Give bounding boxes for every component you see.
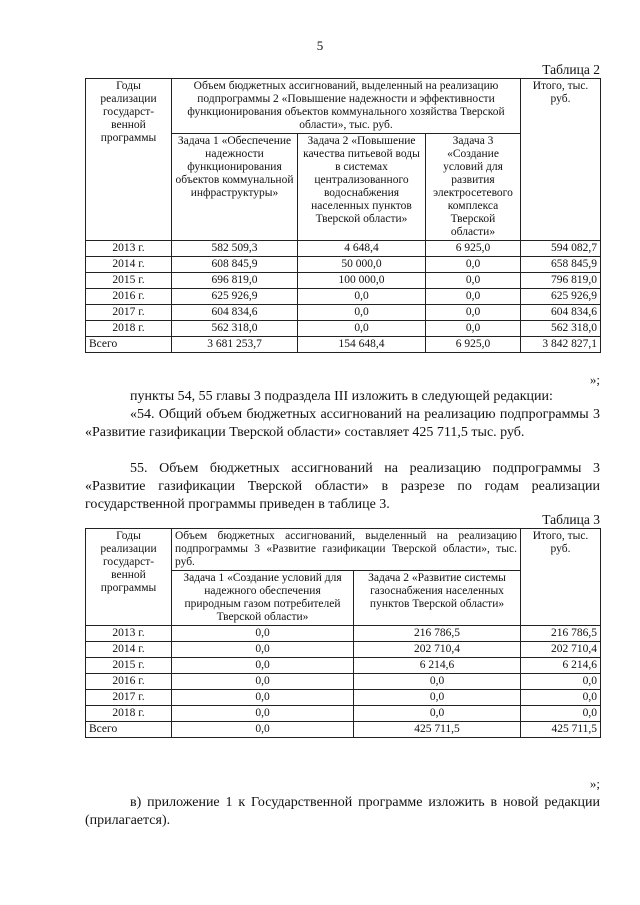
table3-task2-value: 0,0	[354, 690, 521, 706]
table3-task1-value: 0,0	[172, 642, 354, 658]
table2-year: 2017 г.	[86, 305, 172, 321]
table3-task1-value: 0,0	[172, 626, 354, 642]
table2-year: 2015 г.	[86, 273, 172, 289]
table-row	[86, 337, 601, 353]
table3-task1-value: 0,0	[172, 658, 354, 674]
table2-header-task2: Задача 2 «Повышение качества питьевой воды в системах централизованного водоснабжения населенных пунктов Тверской области»	[298, 134, 426, 241]
table3-total-value: 6 214,6	[521, 658, 601, 674]
table3-header-task2: Задача 2 «Развитие системы газоснабжения населенных пунктов Тверской области»	[354, 571, 521, 626]
table2-task3-value: 0,0	[426, 273, 521, 289]
table3-year: 2016 г.	[86, 674, 172, 690]
table3-task2-value: 0,0	[354, 674, 521, 690]
table3-total-value: 0,0	[521, 674, 601, 690]
paragraph-intro: пункты 54, 55 главы 3 подраздела III изложить в следующей редакции:	[130, 389, 553, 404]
table3-year: 2015 г.	[86, 658, 172, 674]
table2-caption: Таблица 2	[542, 62, 600, 77]
table3-header-task1: Задача 1 «Создание условий для надежного обеспечения природным газом потребителей Тверской области»	[172, 571, 354, 626]
table2-task3-value: 0,0	[426, 321, 521, 337]
page-number: 5	[316, 38, 324, 53]
table2-total-value: 562 318,0	[521, 321, 601, 337]
table3-year: 2018 г.	[86, 706, 172, 722]
table-row	[86, 305, 601, 321]
table3-header-alloc: Объем бюджетных ассигнований, выделенный на реализацию подпрограммы 3 «Развитие газификации Тверской области», тыс. руб.	[172, 529, 521, 571]
table-row	[86, 257, 601, 273]
table2-task1-value: 3 681 253,7	[172, 337, 298, 353]
table2-total-value: 658 845,9	[521, 257, 601, 273]
table-row	[86, 690, 601, 706]
table2-task3-value: 6 925,0	[426, 337, 521, 353]
paragraph-closing: в) приложение 1 к Государственной программе изложить в новой редакции (прилагается).	[85, 795, 600, 828]
table3-task2-value: 216 786,5	[354, 626, 521, 642]
table3-year: 2017 г.	[86, 690, 172, 706]
table2-year: Всего	[86, 337, 172, 353]
table2-task3-value: 0,0	[426, 305, 521, 321]
paragraph-54: «54. Общий объем бюджетных ассигнований на реализацию подпрограммы 3 «Развитие газификации Тверской области» составляет 425 711,5 тыс. руб.	[85, 407, 600, 440]
table2-header-years: Годы реализации государст-венной программы	[86, 79, 172, 241]
table3-task1-value: 0,0	[172, 674, 354, 690]
table3-total-value: 202 710,4	[521, 642, 601, 658]
table3-year: Всего	[86, 722, 172, 738]
table3-total-value: 0,0	[521, 690, 601, 706]
table2-task2-value: 154 648,4	[298, 337, 426, 353]
table2-task1-value: 625 926,9	[172, 289, 298, 305]
table2-task1-value: 608 845,9	[172, 257, 298, 273]
table-row	[86, 241, 601, 257]
table2-total-value: 594 082,7	[521, 241, 601, 257]
paragraph-55: 55. Объем бюджетных ассигнований на реализацию подпрограммы 3 «Развитие газификации Тверской области» в разрезе по годам реализации государственной программы приведен в таблице 3.	[85, 461, 600, 512]
table3-total-value: 425 711,5	[521, 722, 601, 738]
table2-year: 2018 г.	[86, 321, 172, 337]
table2-year: 2013 г.	[86, 241, 172, 257]
table-row	[86, 658, 601, 674]
table2-task2-value: 4 648,4	[298, 241, 426, 257]
table2-total-value: 604 834,6	[521, 305, 601, 321]
table2	[85, 78, 601, 353]
table-row	[86, 321, 601, 337]
table2-task2-value: 50 000,0	[298, 257, 426, 273]
table3-task2-value: 202 710,4	[354, 642, 521, 658]
table2-year: 2014 г.	[86, 257, 172, 273]
table2-year: 2016 г.	[86, 289, 172, 305]
table-row	[86, 642, 601, 658]
table2-task2-value: 0,0	[298, 321, 426, 337]
table3-year: 2013 г.	[86, 626, 172, 642]
table2-task1-value: 562 318,0	[172, 321, 298, 337]
table2-task2-value: 100 000,0	[298, 273, 426, 289]
table2-total-value: 625 926,9	[521, 289, 601, 305]
table2-task1-value: 604 834,6	[172, 305, 298, 321]
table2-task3-value: 0,0	[426, 289, 521, 305]
table2-task2-value: 0,0	[298, 305, 426, 321]
table2-task2-value: 0,0	[298, 289, 426, 305]
table2-total-value: 796 819,0	[521, 273, 601, 289]
table3-header-total: Итого, тыс. руб.	[521, 529, 601, 626]
table-row	[86, 626, 601, 642]
table3-task2-value: 0,0	[354, 706, 521, 722]
table3-task1-value: 0,0	[172, 706, 354, 722]
table3-caption: Таблица 3	[542, 512, 600, 527]
table2-end-mark: »;	[589, 372, 600, 387]
table2-header-task3: Задача 3 «Создание условий для развития электросетевого комплекса Тверской области»	[426, 134, 521, 241]
table2-header-total: Итого, тыс. руб.	[521, 79, 601, 241]
table-row	[86, 273, 601, 289]
table-row	[86, 674, 601, 690]
table-row	[86, 289, 601, 305]
table3-task1-value: 0,0	[172, 722, 354, 738]
table2-task1-value: 696 819,0	[172, 273, 298, 289]
table2-task1-value: 582 509,3	[172, 241, 298, 257]
table2-total-value: 3 842 827,1	[521, 337, 601, 353]
table3-task2-value: 425 711,5	[354, 722, 521, 738]
table2-task3-value: 6 925,0	[426, 241, 521, 257]
table3-task1-value: 0,0	[172, 690, 354, 706]
table3-header-years: Годы реализации государст-венной программы	[86, 529, 172, 626]
table2-task3-value: 0,0	[426, 257, 521, 273]
table-row	[86, 706, 601, 722]
table2-header-task1: Задача 1 «Обеспечение надежности функционирования объектов коммунальной инфраструктуры»	[172, 134, 298, 241]
table3-total-value: 0,0	[521, 706, 601, 722]
table3-task2-value: 6 214,6	[354, 658, 521, 674]
table3-total-value: 216 786,5	[521, 626, 601, 642]
table3-year: 2014 г.	[86, 642, 172, 658]
table2-header-alloc: Объем бюджетных ассигнований, выделенный на реализацию подпрограммы 2 «Повышение надежности и эффективности функционирования объектов коммунального хозяйства Тверской области», тыс. руб.	[172, 79, 521, 134]
table-row	[86, 722, 601, 738]
table3-end-mark: »;	[589, 776, 600, 791]
table3	[85, 528, 601, 738]
